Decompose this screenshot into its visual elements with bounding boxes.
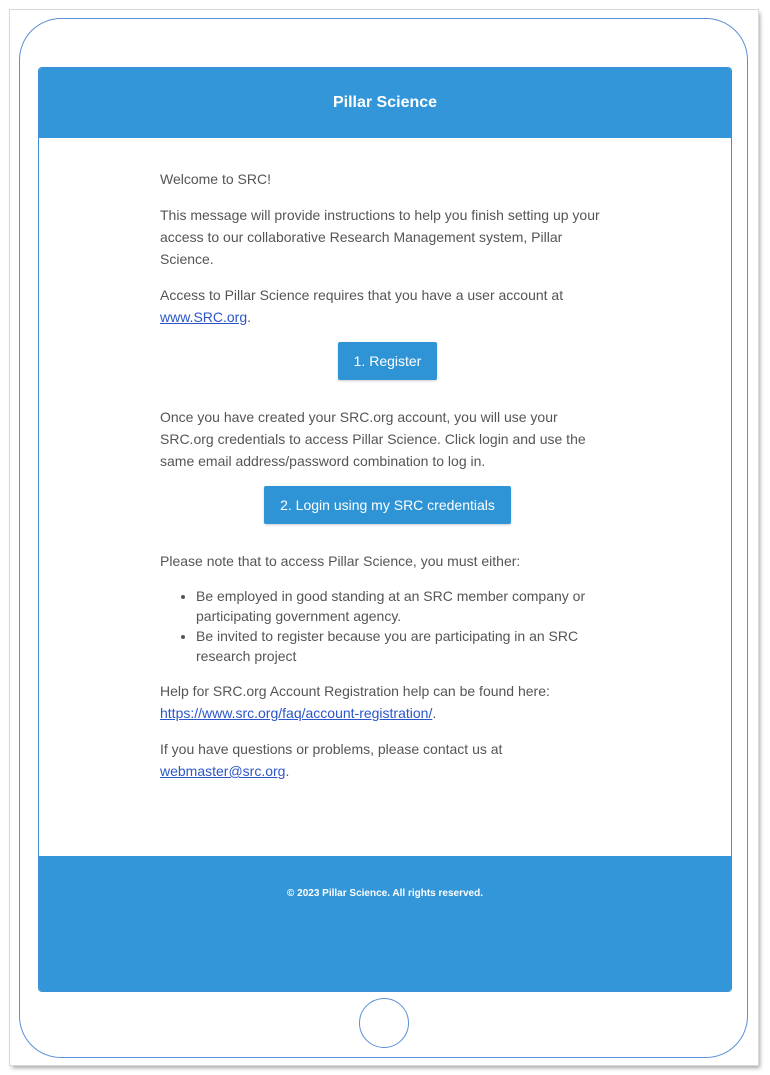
requirements-list: [160, 586, 615, 666]
help-end: .: [432, 705, 437, 721]
list-item: • Be employed in good standing at an SRC member company or participating government agency.: [196, 586, 615, 626]
email-container: [38, 67, 732, 992]
tablet-home-button: [359, 998, 409, 1048]
note-text: Please note that to access Pillar Science, you must either:: [160, 553, 521, 569]
email-footer: [39, 856, 731, 991]
registration-help-link[interactable]: https://www.src.org/faq/account-registration/: [160, 705, 433, 721]
contact-end: .: [285, 763, 290, 779]
src-website-link[interactable]: www.SRC.org: [160, 309, 248, 325]
access-text: Access to Pillar Science requires that you have a user account at: [160, 287, 564, 303]
intro-text: This message will provide instructions to help you finish setting up your access to our collaborative Research Management system, Pillar Science.: [160, 207, 600, 267]
questions-paragraph: [160, 738, 615, 782]
contact-email-link[interactable]: webmaster@src.org: [160, 763, 286, 779]
welcome-text: Welcome to SRC!: [160, 171, 271, 187]
header-title: Pillar Science: [332, 94, 438, 111]
help-text: Help for SRC.org Account Registration help can be found here:: [160, 683, 550, 699]
help-paragraph: [160, 680, 615, 724]
login-button[interactable]: 2. Login using my SRC credentials: [264, 486, 511, 524]
access-paragraph: [160, 284, 615, 328]
questions-text: If you have questions or problems, please contact us at: [160, 741, 503, 757]
register-button[interactable]: 1. Register: [338, 342, 438, 380]
email-header: [39, 68, 731, 138]
list-item: • Be invited to register because you are participating in an SRC research project: [196, 626, 615, 666]
access-end: .: [247, 309, 252, 325]
register-button-row: [160, 342, 615, 380]
copyright-text: © 2023 Pillar Science. All rights reserved.: [287, 888, 483, 899]
once-text: Once you have created your SRC.org account, you will use your SRC.org credentials to access Pillar Science. Click login and use the same email address/password combination to log in.: [160, 409, 586, 469]
login-button-row: [160, 486, 615, 524]
email-body: [160, 168, 615, 796]
